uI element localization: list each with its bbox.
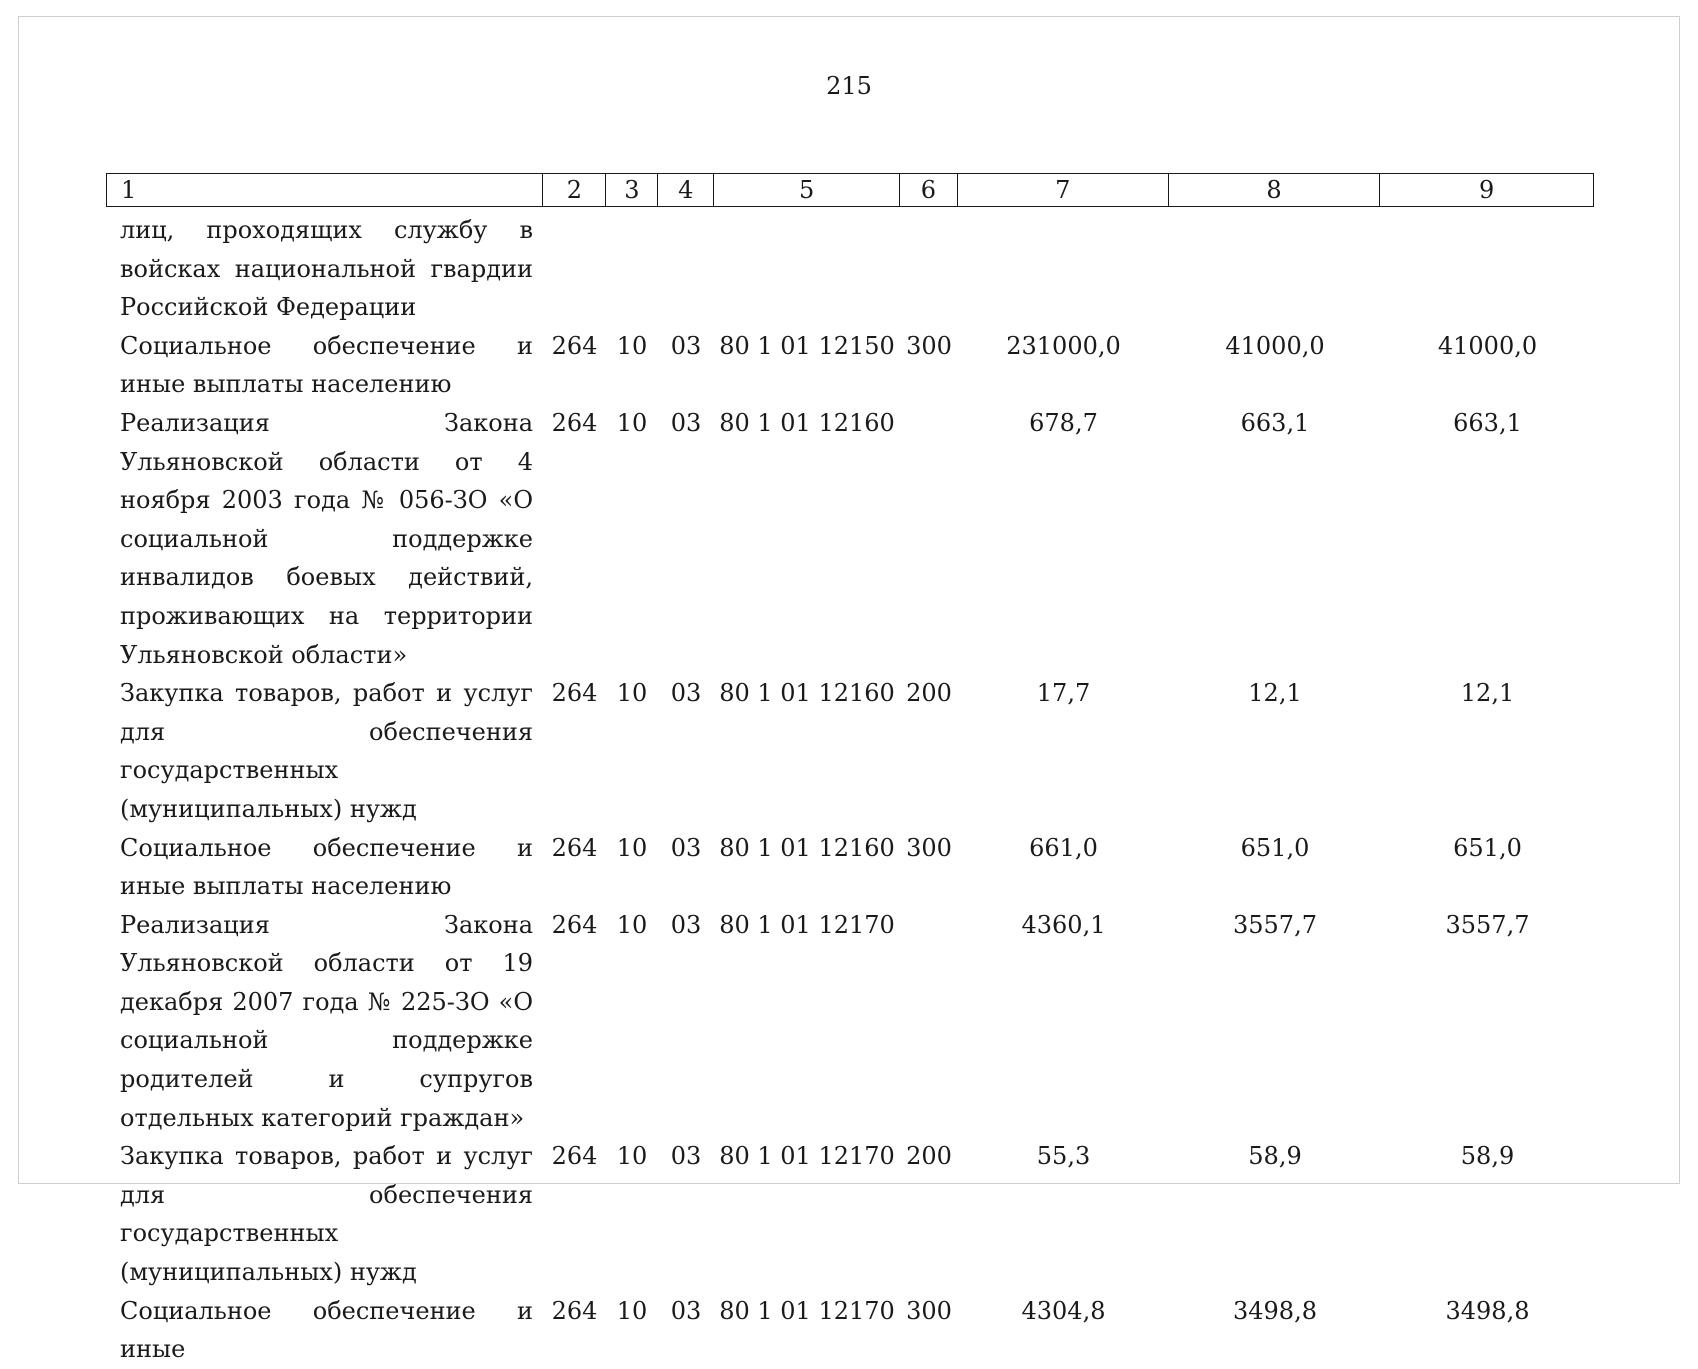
cell-col-8: 3498,8 [1233, 1296, 1317, 1325]
cell-col-5: 80 1 01 12170 [719, 1142, 895, 1171]
cell-col-5: 80 1 01 12160 [719, 408, 895, 437]
cell-col-6: 300 [906, 833, 952, 862]
cell-col-5: 80 1 01 12160 [719, 833, 895, 862]
header-col-1: 1 [107, 174, 543, 206]
cell-col-7: 661,0 [1029, 833, 1098, 862]
table-row [106, 906, 1594, 1138]
table-row [106, 211, 1594, 327]
cell-col-5: 80 1 01 12170 [719, 910, 895, 939]
cell-col-3: 10 [616, 331, 648, 360]
cell-col-4: 03 [670, 679, 702, 708]
cell-col-4: 03 [670, 1296, 702, 1325]
cell-col-6: 200 [906, 679, 952, 708]
cell-col-3: 10 [616, 679, 648, 708]
cell-col-7: 678,7 [1029, 408, 1098, 437]
row-name: Социальное обеспечение и иные выплаты населению [120, 833, 533, 901]
table-body [106, 211, 1594, 1369]
cell-col-3: 10 [616, 833, 648, 862]
row-name: Реализация Закона Ульяновской области от 4 ноября 2003 года № 056-ЗО «О социальной поддержке инвалидов боевых действий, проживающих на территории Ульяновской области» [120, 408, 533, 669]
cell-col-4: 03 [670, 1142, 702, 1171]
header-col-8: 8 [1169, 174, 1381, 206]
cell-col-9: 3557,7 [1445, 910, 1530, 939]
table-row [106, 327, 1594, 404]
table-row [106, 404, 1594, 674]
cell-col-2: 264 [551, 1296, 598, 1325]
cell-col-5: 80 1 01 12160 [719, 679, 895, 708]
row-name: Реализация Закона Ульяновской области от 19 декабря 2007 года № 225-ЗО «О социальной поддержке родителей и супругов отдельных категорий граждан» [120, 910, 533, 1132]
cell-col-9: 58,9 [1460, 1142, 1515, 1171]
cell-col-5: 80 1 01 12150 [719, 331, 895, 360]
header-col-2: 2 [543, 174, 606, 206]
cell-col-9: 651,0 [1453, 833, 1522, 862]
cell-col-8: 58,9 [1248, 1142, 1302, 1171]
table-row [106, 674, 1594, 828]
row-name: Закупка товаров, работ и услуг для обеспечения государственных (муниципальных) нужд [120, 1142, 533, 1287]
table-header [106, 173, 1594, 207]
cell-col-4: 03 [670, 833, 702, 862]
cell-col-8: 12,1 [1248, 679, 1302, 708]
cell-col-9: 12,1 [1460, 679, 1515, 708]
table-row [106, 1137, 1594, 1291]
cell-col-6: 300 [906, 1296, 952, 1325]
header-col-5: 5 [714, 174, 900, 206]
cell-col-5: 80 1 01 12170 [719, 1296, 895, 1325]
cell-col-2: 264 [551, 408, 598, 437]
table-row [106, 829, 1594, 906]
cell-col-8: 41000,0 [1225, 331, 1325, 360]
cell-col-2: 264 [551, 679, 598, 708]
cell-col-4: 03 [670, 331, 702, 360]
cell-col-7: 4304,8 [1021, 1296, 1106, 1325]
row-name: Социальное обеспечение и иные [120, 1296, 533, 1364]
cell-col-3: 10 [616, 1142, 648, 1171]
cell-col-2: 264 [551, 833, 598, 862]
cell-col-3: 10 [616, 408, 648, 437]
header-col-9: 9 [1479, 176, 1495, 204]
header-col-3: 3 [606, 174, 658, 206]
cell-col-3: 10 [616, 1296, 648, 1325]
header-col-7: 7 [958, 174, 1169, 206]
cell-col-7: 17,7 [1036, 679, 1091, 708]
cell-col-8: 651,0 [1240, 833, 1310, 862]
cell-col-7: 231000,0 [1006, 331, 1121, 360]
page-number: 215 [826, 72, 872, 100]
cell-col-8: 3557,7 [1233, 910, 1317, 939]
cell-col-6: 300 [906, 331, 952, 360]
cell-col-2: 264 [551, 910, 598, 939]
cell-col-9: 663,1 [1453, 408, 1522, 437]
row-name: лиц, проходящих службу в войсках национальной гвардии Российской Федерации [120, 216, 533, 322]
cell-col-3: 10 [616, 910, 648, 939]
header-col-6: 6 [900, 174, 958, 206]
cell-col-4: 03 [670, 408, 702, 437]
cell-col-8: 663,1 [1240, 408, 1310, 437]
cell-col-4: 03 [670, 910, 702, 939]
table-row [106, 1292, 1594, 1369]
cell-col-6: 200 [906, 1142, 952, 1171]
row-name: Социальное обеспечение и иные выплаты населению [120, 331, 533, 399]
cell-col-2: 264 [551, 331, 598, 360]
row-name: Закупка товаров, работ и услуг для обеспечения государственных (муниципальных) нужд [120, 679, 533, 823]
cell-col-9: 3498,8 [1445, 1296, 1530, 1325]
cell-col-2: 264 [551, 1142, 598, 1171]
cell-col-9: 41000,0 [1437, 331, 1538, 360]
cell-col-7: 4360,1 [1021, 910, 1106, 939]
cell-col-7: 55,3 [1036, 1142, 1091, 1171]
header-col-4: 4 [658, 174, 714, 206]
